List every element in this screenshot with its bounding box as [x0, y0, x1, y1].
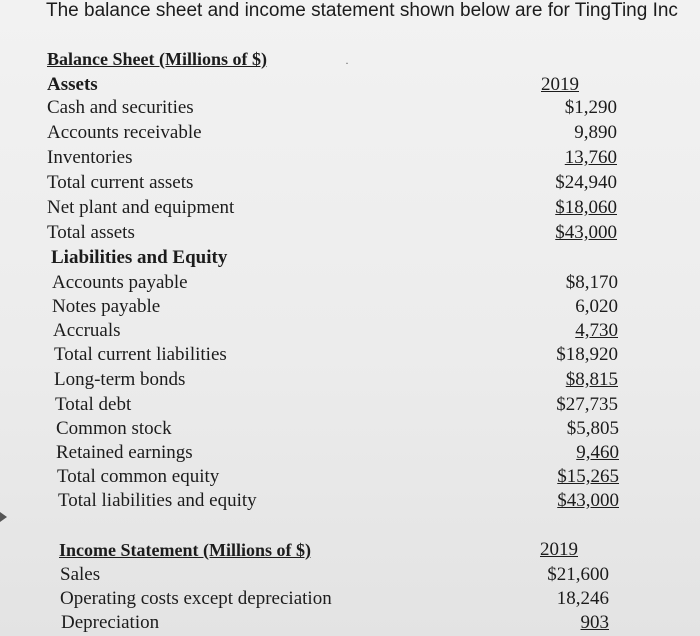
- row-value: $18,060: [555, 197, 617, 218]
- row-value: 18,246: [556, 588, 609, 609]
- row-value: 4,730: [575, 320, 618, 341]
- row-value: 6,020: [575, 296, 618, 317]
- table-row: [55, 394, 618, 418]
- row-label: Total assets: [47, 222, 135, 243]
- balance-year-header: 2019: [541, 74, 579, 95]
- row-value: $43,000: [555, 222, 617, 243]
- table-row: [60, 564, 609, 588]
- row-label: Cash and securities: [47, 97, 194, 118]
- row-label: Total common equity: [57, 466, 220, 487]
- row-value: $43,000: [557, 490, 619, 511]
- table-row: [57, 466, 619, 490]
- row-value: 903: [580, 612, 609, 633]
- table-row: [54, 344, 618, 368]
- row-label: Accounts receivable: [47, 122, 202, 143]
- assets-header-row: [47, 74, 617, 98]
- row-label: Notes payable: [52, 296, 161, 317]
- income-statement-title: Income Statement (Millions of $): [59, 540, 311, 560]
- row-label: Net plant and equipment: [47, 197, 235, 218]
- row-label: Long-term bonds: [54, 369, 186, 390]
- table-row: [53, 320, 618, 344]
- row-value: $8,170: [565, 272, 618, 293]
- row-label: Retained earnings: [56, 442, 193, 463]
- table-row: [52, 296, 618, 320]
- table-row: [60, 588, 609, 612]
- row-label: Total current assets: [47, 172, 194, 193]
- row-value: $5,805: [566, 418, 619, 439]
- table-row: [56, 418, 619, 442]
- balance-sheet-title: Balance Sheet (Millions of $): [47, 49, 267, 69]
- row-value: $18,920: [556, 344, 618, 365]
- row-label: Accounts payable: [52, 272, 188, 293]
- row-label: Total current liabilities: [54, 344, 227, 365]
- row-label: Depreciation: [61, 612, 160, 633]
- row-label: Total liabilities and equity: [58, 490, 257, 511]
- income-year-header: 2019: [540, 539, 578, 560]
- table-row: [52, 272, 618, 296]
- row-label: Total debt: [55, 394, 132, 415]
- intro-text: The balance sheet and income statement shown below are for TingTing Inc: [46, 0, 678, 21]
- decorative-dot: ·: [345, 56, 349, 70]
- row-label: Inventories: [47, 147, 133, 168]
- liabilities-header: Liabilities and Equity: [51, 247, 228, 268]
- row-value: 13,760: [564, 147, 617, 168]
- income-year-row: [59, 539, 609, 563]
- table-row: [47, 97, 617, 121]
- row-label: Operating costs except depreciation: [60, 588, 332, 609]
- row-value: $8,815: [565, 369, 618, 390]
- side-marker-icon: [0, 512, 7, 522]
- row-value: 9,890: [574, 122, 617, 143]
- row-label: Sales: [60, 564, 101, 585]
- table-row: [47, 122, 617, 146]
- table-row: [47, 172, 617, 196]
- table-row: [56, 442, 619, 466]
- assets-header: Assets: [47, 74, 98, 95]
- liabilities-header-row: [51, 247, 621, 271]
- table-row: [47, 197, 617, 221]
- table-row: [61, 612, 609, 636]
- row-label: Accruals: [53, 320, 121, 341]
- row-value: $24,940: [555, 172, 617, 193]
- table-row: [58, 490, 619, 514]
- row-value: $1,290: [564, 97, 617, 118]
- row-value: $21,600: [547, 564, 609, 585]
- row-value: $27,735: [556, 394, 618, 415]
- table-row: [54, 369, 618, 393]
- row-value: $15,265: [557, 466, 619, 487]
- table-row: [47, 222, 617, 246]
- table-row: [47, 147, 617, 171]
- row-value: 9,460: [576, 442, 619, 463]
- row-label: Common stock: [56, 418, 172, 439]
